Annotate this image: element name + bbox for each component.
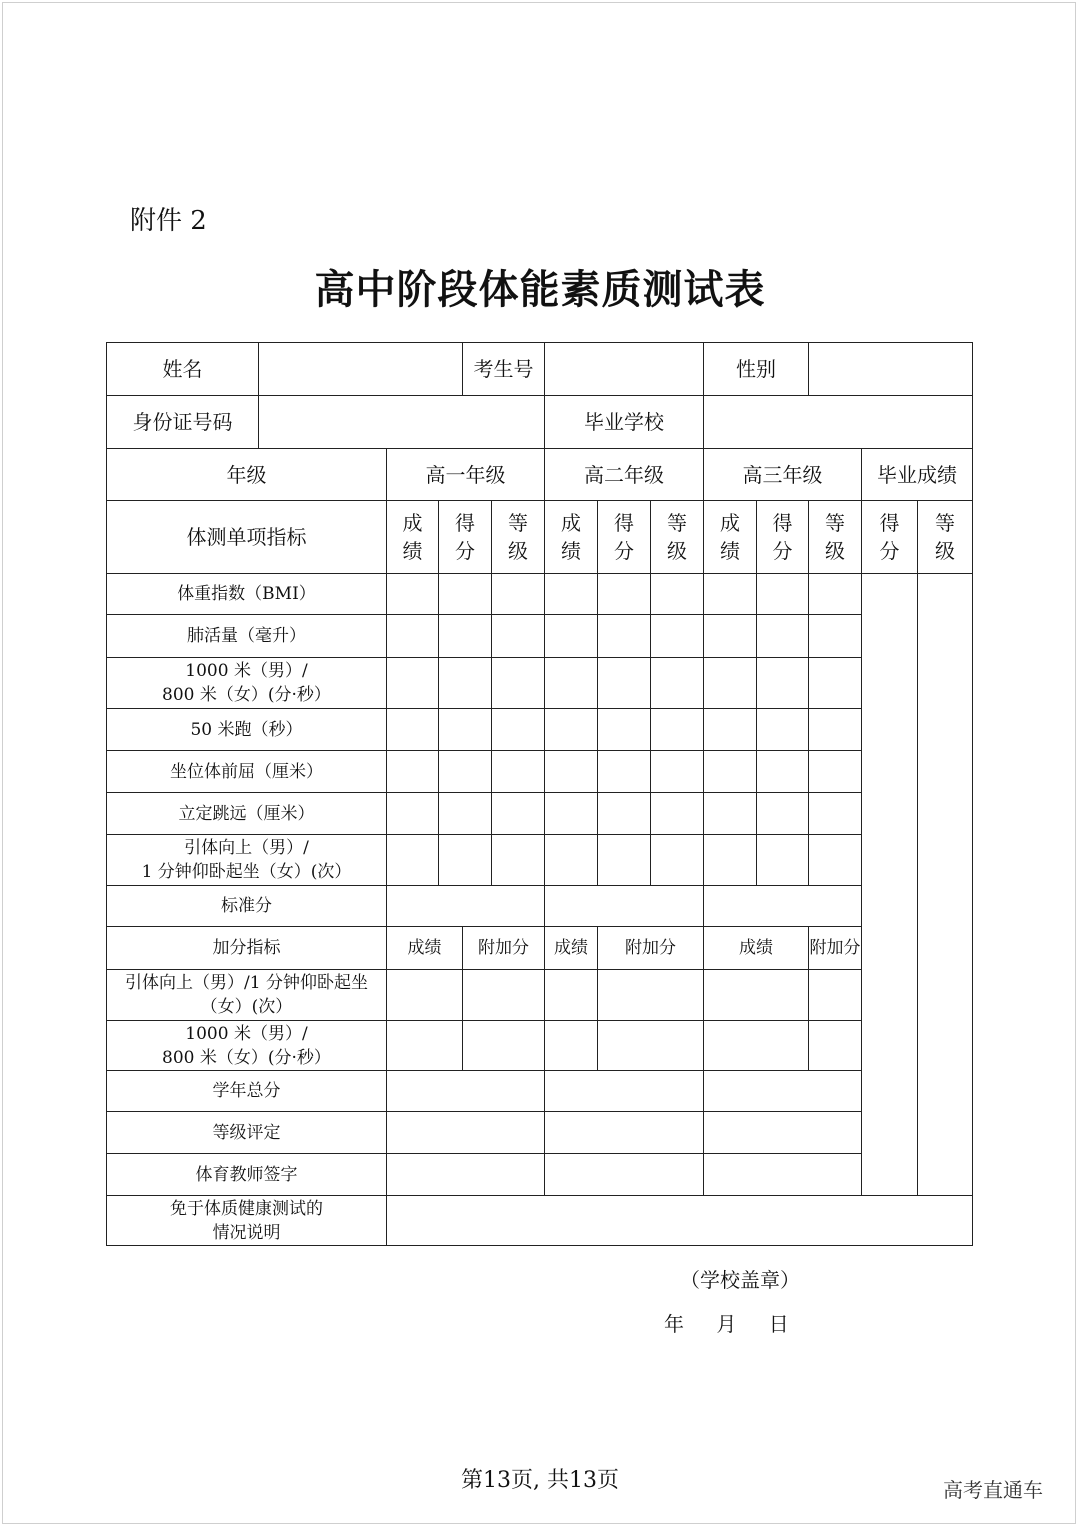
input-cell[interactable] xyxy=(463,970,545,1021)
input-cell[interactable] xyxy=(757,709,809,751)
g3-standard-score-cell[interactable] xyxy=(704,886,862,927)
input-cell[interactable] xyxy=(598,1021,704,1071)
g3-bonus-score-header: 成绩 xyxy=(704,927,809,970)
g2-standard-score-cell[interactable] xyxy=(545,886,704,927)
id-number-label: 身份证号码 xyxy=(107,396,259,449)
grade-2-header: 高二年级 xyxy=(545,449,704,501)
g3-score-header: 成 绩 xyxy=(704,501,757,574)
input-cell[interactable] xyxy=(651,574,704,615)
g1-level-header: 等 级 xyxy=(492,501,545,574)
input-cell[interactable] xyxy=(704,970,809,1021)
gender-field[interactable] xyxy=(809,343,973,396)
item-bmi-label: 体重指数（BMI） xyxy=(107,574,387,615)
school-field[interactable] xyxy=(704,396,973,449)
date-line: 年 月 日 xyxy=(664,1312,789,1336)
input-cell[interactable] xyxy=(704,615,757,658)
input-cell[interactable] xyxy=(704,1021,809,1071)
attachment-label: 附件 2 xyxy=(130,206,207,236)
grade-3-header: 高三年级 xyxy=(704,449,862,501)
input-cell[interactable] xyxy=(387,835,439,886)
name-field[interactable] xyxy=(259,343,463,396)
indicator-label: 体测单项指标 xyxy=(107,501,387,574)
input-cell[interactable] xyxy=(757,574,809,615)
input-cell[interactable] xyxy=(809,658,862,709)
g1-total-cell[interactable] xyxy=(387,1071,545,1112)
exam-no-label: 考生号 xyxy=(463,343,545,396)
input-cell[interactable] xyxy=(545,709,598,751)
g2-level-header: 等 级 xyxy=(651,501,704,574)
input-cell[interactable] xyxy=(545,615,598,658)
gender-label: 性别 xyxy=(704,343,809,396)
g2-points-header: 得 分 xyxy=(598,501,651,574)
input-cell[interactable] xyxy=(545,970,598,1021)
input-cell[interactable] xyxy=(757,658,809,709)
input-cell[interactable] xyxy=(545,658,598,709)
input-cell[interactable] xyxy=(704,709,757,751)
input-cell[interactable] xyxy=(809,615,862,658)
fitness-test-form xyxy=(106,342,973,1246)
item-endurance-run-label: 1000 米（男）/ 800 米（女）(分·秒） xyxy=(107,658,387,709)
g3-bonus-extra-header: 附加分 xyxy=(809,927,862,970)
input-cell[interactable] xyxy=(809,835,862,886)
input-cell[interactable] xyxy=(545,1021,598,1071)
g2-score-header: 成 绩 xyxy=(545,501,598,574)
standard-score-label: 标准分 xyxy=(107,886,387,927)
input-cell[interactable] xyxy=(651,709,704,751)
input-cell[interactable] xyxy=(757,615,809,658)
g1-signature-cell[interactable] xyxy=(387,1154,545,1196)
g3-points-header: 得 分 xyxy=(757,501,809,574)
bonus-pullup-situp-label: 引体向上（男）/1 分钟仰卧起坐 （女）(次） xyxy=(107,970,387,1021)
document-title: 高中阶段体能素质测试表 xyxy=(314,266,766,313)
g3-total-cell[interactable] xyxy=(704,1071,862,1112)
input-cell[interactable] xyxy=(598,574,651,615)
bonus-indicator-label: 加分指标 xyxy=(107,927,387,970)
input-cell[interactable] xyxy=(492,751,545,793)
input-cell[interactable] xyxy=(387,574,439,615)
input-cell[interactable] xyxy=(387,615,439,658)
graduation-level-cell[interactable] xyxy=(918,574,973,1196)
g1-standard-score-cell[interactable] xyxy=(387,886,545,927)
input-cell[interactable] xyxy=(492,835,545,886)
g1-bonus-score-header: 成绩 xyxy=(387,927,463,970)
item-sit-and-reach-label: 坐位体前屈（厘米） xyxy=(107,751,387,793)
input-cell[interactable] xyxy=(809,793,862,835)
input-cell[interactable] xyxy=(809,1021,862,1071)
input-cell[interactable] xyxy=(704,835,757,886)
exemption-notes-field[interactable] xyxy=(387,1196,973,1246)
input-cell[interactable] xyxy=(387,1021,463,1071)
input-cell[interactable] xyxy=(757,793,809,835)
g3-level-header: 等 级 xyxy=(809,501,862,574)
input-cell[interactable] xyxy=(439,835,492,886)
input-cell[interactable] xyxy=(387,793,439,835)
input-cell[interactable] xyxy=(651,658,704,709)
school-seal-text: （学校盖章） xyxy=(680,1268,800,1292)
input-cell[interactable] xyxy=(704,658,757,709)
input-cell[interactable] xyxy=(598,709,651,751)
input-cell[interactable] xyxy=(439,793,492,835)
input-cell[interactable] xyxy=(492,615,545,658)
input-cell[interactable] xyxy=(809,574,862,615)
input-cell[interactable] xyxy=(704,751,757,793)
input-cell[interactable] xyxy=(651,793,704,835)
input-cell[interactable] xyxy=(598,970,704,1021)
g2-bonus-score-header: 成绩 xyxy=(545,927,598,970)
item-pullup-situp-label: 引体向上（男）/ 1 分钟仰卧起坐（女）(次） xyxy=(107,835,387,886)
input-cell[interactable] xyxy=(387,751,439,793)
input-cell[interactable] xyxy=(439,751,492,793)
yearly-total-label: 学年总分 xyxy=(107,1071,387,1112)
g1-bonus-extra-header: 附加分 xyxy=(463,927,545,970)
input-cell[interactable] xyxy=(809,709,862,751)
input-cell[interactable] xyxy=(545,793,598,835)
input-cell[interactable] xyxy=(598,835,651,886)
g1-score-header: 成 绩 xyxy=(387,501,439,574)
input-cell[interactable] xyxy=(598,615,651,658)
rating-label: 等级评定 xyxy=(107,1112,387,1154)
input-cell[interactable] xyxy=(439,709,492,751)
bonus-endurance-run-label: 1000 米（男）/ 800 米（女）(分·秒） xyxy=(107,1021,387,1071)
g3-rating-cell[interactable] xyxy=(704,1112,862,1154)
watermark: 高考直通车 xyxy=(943,1478,1043,1502)
input-cell[interactable] xyxy=(492,658,545,709)
grad-level-header: 等 级 xyxy=(918,501,973,574)
input-cell[interactable] xyxy=(439,574,492,615)
input-cell[interactable] xyxy=(492,709,545,751)
graduation-score-header: 毕业成绩 xyxy=(862,449,973,501)
input-cell[interactable] xyxy=(387,970,463,1021)
g2-total-cell[interactable] xyxy=(545,1071,704,1112)
input-cell[interactable] xyxy=(463,1021,545,1071)
input-cell[interactable] xyxy=(651,751,704,793)
input-cell[interactable] xyxy=(545,751,598,793)
g3-signature-cell[interactable] xyxy=(704,1154,862,1196)
input-cell[interactable] xyxy=(439,615,492,658)
input-cell[interactable] xyxy=(545,835,598,886)
g1-points-header: 得 分 xyxy=(439,501,492,574)
g1-rating-cell[interactable] xyxy=(387,1112,545,1154)
g2-signature-cell[interactable] xyxy=(545,1154,704,1196)
graduation-points-cell[interactable] xyxy=(862,574,918,1196)
input-cell[interactable] xyxy=(651,835,704,886)
exam-no-field[interactable] xyxy=(545,343,704,396)
grade-1-header: 高一年级 xyxy=(387,449,545,501)
item-lung-capacity-label: 肺活量（毫升） xyxy=(107,615,387,658)
teacher-signature-label: 体育教师签字 xyxy=(107,1154,387,1196)
input-cell[interactable] xyxy=(757,835,809,886)
input-cell[interactable] xyxy=(809,751,862,793)
input-cell[interactable] xyxy=(809,970,862,1021)
input-cell[interactable] xyxy=(757,751,809,793)
g2-rating-cell[interactable] xyxy=(545,1112,704,1154)
input-cell[interactable] xyxy=(598,658,651,709)
page-footer: 第13页, 共13页 xyxy=(461,1468,619,1493)
input-cell[interactable] xyxy=(492,793,545,835)
name-label: 姓名 xyxy=(107,343,259,396)
g2-bonus-extra-header: 附加分 xyxy=(598,927,704,970)
input-cell[interactable] xyxy=(492,574,545,615)
school-label: 毕业学校 xyxy=(545,396,704,449)
input-cell[interactable] xyxy=(704,574,757,615)
item-long-jump-label: 立定跳远（厘米） xyxy=(107,793,387,835)
id-number-field[interactable] xyxy=(259,396,545,449)
grad-points-header: 得 分 xyxy=(862,501,918,574)
input-cell[interactable] xyxy=(704,793,757,835)
exemption-notes-label: 免于体质健康测试的 情况说明 xyxy=(107,1196,387,1246)
input-cell[interactable] xyxy=(439,658,492,709)
item-50m-run-label: 50 米跑（秒） xyxy=(107,709,387,751)
grade-label: 年级 xyxy=(107,449,387,501)
input-cell[interactable] xyxy=(387,658,439,709)
input-cell[interactable] xyxy=(545,574,598,615)
input-cell[interactable] xyxy=(598,793,651,835)
input-cell[interactable] xyxy=(598,751,651,793)
input-cell[interactable] xyxy=(387,709,439,751)
input-cell[interactable] xyxy=(651,615,704,658)
